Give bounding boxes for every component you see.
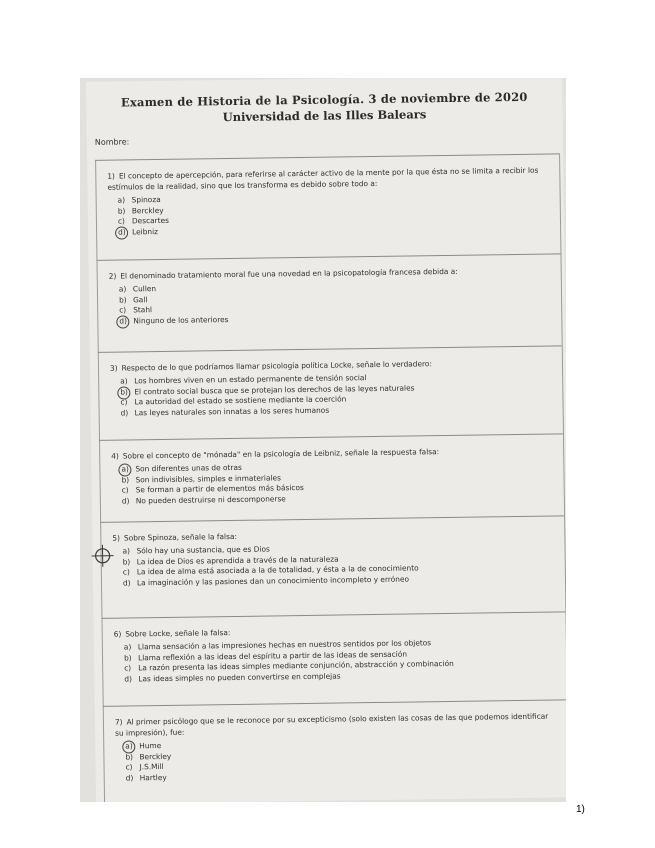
option: a) Los hombres viven en un estado permanente de tensión social	[120, 373, 367, 386]
option: c) J.S.Mill	[125, 761, 164, 772]
exam-photo	[80, 78, 566, 802]
option: b) Berckley	[125, 751, 172, 762]
option: c) La autoridad del estado se sostiene mediante la coerción	[120, 394, 347, 407]
option-selected: d) Leibniz	[118, 226, 159, 237]
question-text: Sobre el concepto de "mónada" en la psicología de Leibniz, señale la respuesta falsa:	[122, 447, 440, 461]
option-selected: a) Son diferentes unas de otras	[121, 462, 242, 474]
question-7: 7) Al primer psicólogo que se le reconoce por su excepticismo (solo existen las cosas de las que podemos identificar su impresión), fue: a) Hume b) Berckley c) J.S.Mill d) Hartley	[103, 699, 566, 802]
option: b) Llama reflexión a las ideas del espíritu a partir de las ideas de sensación	[123, 649, 408, 663]
option: b) Berckley	[117, 205, 164, 216]
question-text: El denominado tratamiento moral fue una novedad en la psicopatología francesa debida a:	[120, 266, 458, 281]
option: d) Hartley	[125, 772, 167, 783]
question-2: 2) El denominado tratamiento moral fue una novedad en la psicopatología francesa debida a: a) Cullen b) Gall c) Stahl d) Ninguno de los anteriores	[96, 253, 561, 351]
exam-header	[86, 89, 562, 126]
page-footnote: 1)	[576, 804, 585, 815]
question-text: Al primer psicólogo que se le reconoce por su excepticismo (solo existen las cosas de las que podemos identificar su impresión), fue:	[115, 711, 549, 738]
question-1: 1) El concepto de apercepción, para referirse al carácter activo de la mente por la que ésta no se limita a recibir los estímulos de la realidad, sino que los transforma es debido sobre todo a: a) Spinoza b) Berckley c) Descartes d) Leibniz	[95, 153, 560, 259]
option: a) Llama sensación a las impresiones hechas en nuestros sentidos por los objetos	[123, 638, 432, 652]
option: a) Sólo hay una sustancia, que es Dios	[122, 544, 270, 556]
option: b) La idea de Dios es aprendida a través de la naturaleza	[122, 554, 339, 567]
exam-sheet	[86, 78, 566, 802]
option: d) Las ideas simples no pueden convertirse en complejas	[124, 671, 341, 684]
option: c) Stahl	[119, 305, 153, 315]
option: b) Son indivisibles, simples e inmateriales	[121, 472, 281, 485]
option-selected: b) El contrato social busca que se protejan los derechos de las leyes naturales	[120, 382, 415, 397]
option-selected: a) Hume	[125, 741, 162, 751]
option: c) Descartes	[117, 215, 170, 226]
question-5: 5) Sobre Spinoza, señale la falsa: a) Sólo hay una sustancia, que es Dios b) La idea de Dios es aprendida a través de la naturaleza c) La idea de alma está asociada a la de totalidad, y ésta a la de conocimiento d) La imaginación y las pasiones dan un conocimiento incompleto y erróneo	[100, 515, 565, 617]
option: d) La imaginación y las pasiones dan un conocimiento incompleto y erróneo	[122, 574, 410, 588]
option: d) No pueden destruirse ni descomponerse	[121, 493, 286, 506]
question-6: 6) Sobre Locke, señale la falsa: a) Llama sensación a las impresiones hechas en nuestros sentidos por los objetos b) Llama reflexión a las ideas del espíritu a partir de las ideas de sensación c) La razón presenta las ideas simples mediante conjunción, abstracción y combinación d) Las ideas simples no pueden convertirse en complejas	[101, 611, 566, 705]
option: d) Las leyes naturales son innatas a los seres humanos	[120, 405, 330, 418]
question-text: El concepto de apercepción, para referirse al carácter activo de la mente por la que ésta no se limita a recibir los estímulos de la realidad, sino que los transforma es debido sobre todo a:	[107, 165, 539, 192]
exam-title: Examen de Historia de la Psicología. 3 de noviembre de 2020	[120, 89, 528, 110]
option: c) Se forman a partir de elementos más básicos	[121, 482, 304, 495]
option: c) La idea de alma está asociada a la de totalidad, y ésta a la de conocimiento	[122, 563, 419, 577]
crosshair-mark-icon	[90, 544, 114, 568]
option: a) Spinoza	[117, 194, 161, 205]
question-text: Sobre Locke, señale la falsa:	[125, 628, 231, 639]
option-selected: d) Ninguno de los anteriores	[119, 314, 229, 326]
option: b) Gall	[118, 294, 148, 305]
question-text: Sobre Spinoza, señale la falsa:	[123, 531, 238, 543]
option: a) Cullen	[118, 284, 157, 294]
exam-subtitle: Universidad de las Illes Balears	[222, 107, 427, 125]
option: c) La razón presenta las ideas simples mediante conjunción, abstracción y combinación	[124, 658, 454, 673]
question-3: 3) Respecto de lo que podríamos llamar psicología política Locke, señale lo verdadero: a) Los hombres viven en un estado permanente de tensión social b) El contrato social busca que se protejan los derechos de las leyes naturales c) La autoridad del estado se sostiene mediante la coerción d) Las leyes naturales son innatas a los seres humanos	[98, 345, 563, 439]
question-text: Respecto de lo que podríamos llamar psicología política Locke, señale lo verdadero:	[121, 359, 432, 373]
question-4: 4) Sobre el concepto de "mónada" en la psicología de Leibniz, señale la respuesta falsa: a) Son diferentes unas de otras b) Son indivisibles, simples e inmateriales c) Se forman a partir de elementos más básicos d) No pueden destruirse ni descomponerse	[99, 433, 564, 521]
nombre-label: Nombre:	[94, 137, 130, 147]
